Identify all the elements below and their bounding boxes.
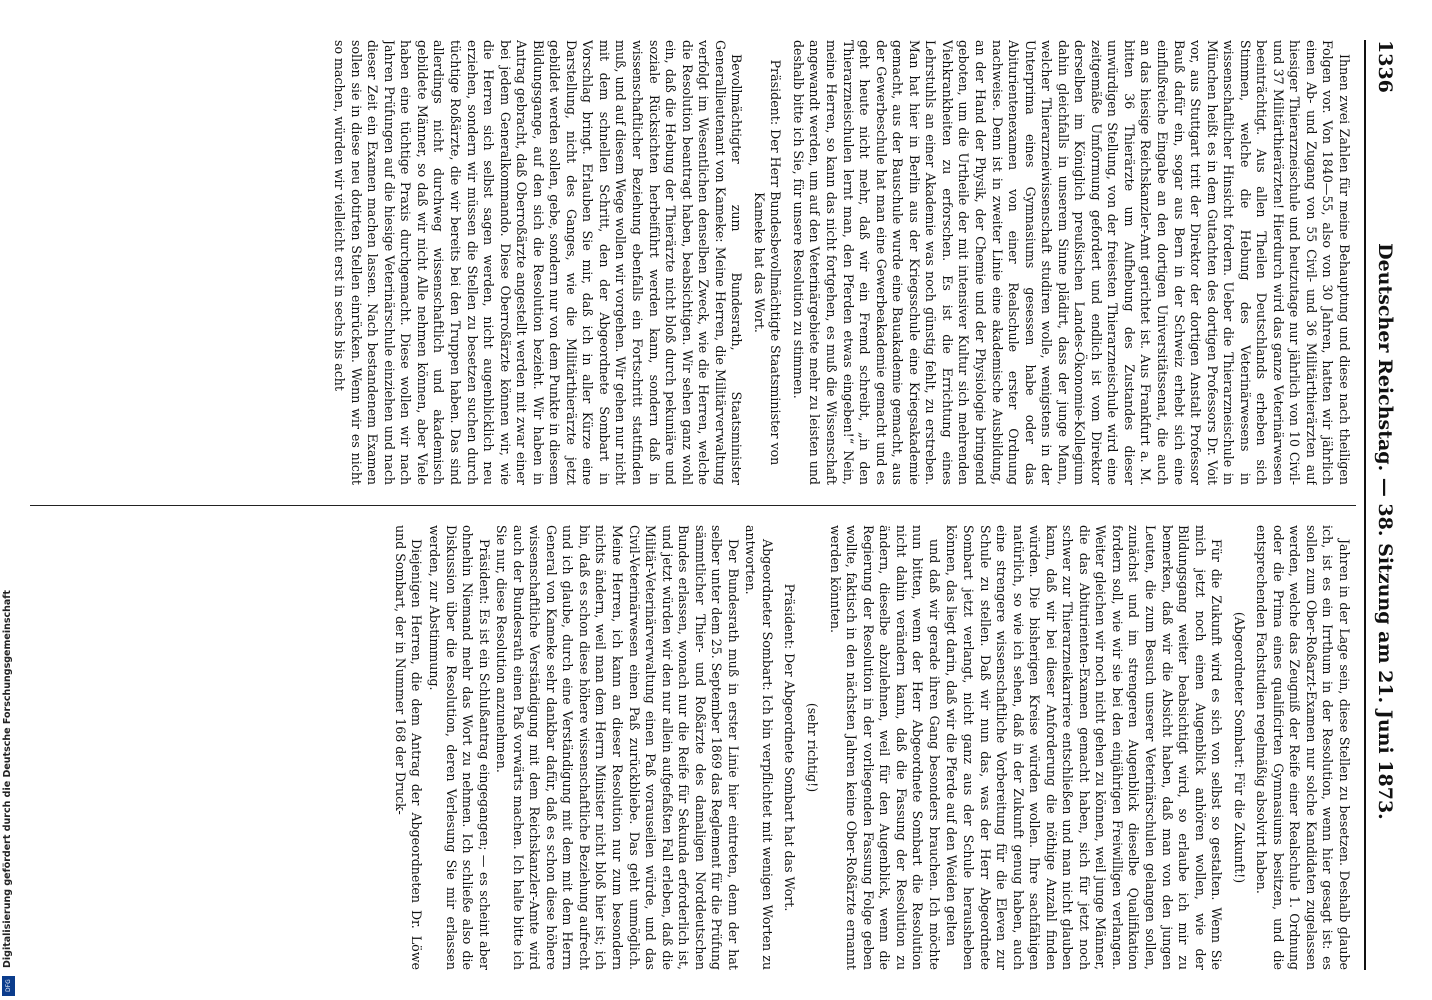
- paragraph: und daß wir gerade ihren Gang besonders brauchen. Ich möchte nun bitten, wenn der Herr Abgeordnete Sombart die Resolution nicht dahin verändern kann, daß die Fassung der Resolution zu ändern, dieselbe abzulehnen, weil für den Augenblick, wenn die Regierung der Resolution in der vorliegenden Fassung Folge geben wollte, faktisch in den nächsten Jahren keine Ober-Roßärzte ernannt werden könnten.: [827, 525, 942, 970]
- page-running-title: Deutscher Reichstag. — 38. Sitzung am 21. Juni 1873.: [1374, 243, 1396, 820]
- paragraph: Der Bundesrath muß in erster Linie hier eintreten, denn der hat selber unter dem 25. September 1869 das Reglement für die Prüfung sämmtlicher Thier- und Roßärzte des damaligen Norddeutschen Bundes erlassen, wonach nur die Reife für Sekunda erforderlich ist, und jetzt würden wir den nur allein aufgefaßten Fall erleben, daß die Militär-Veterinärverwaltung einen Paß vorauseilen würde, und das Civil-Veterinärwesen einen Paß zurückbliebe. Das geht unmöglich. Meine Herren, ich kann an dieser Resolution nur zum besondern nichts ändern, weil man dem Herrn Minister nicht bloß hier ist; ich bin, daß es schon diese höhere wissenschaftliche Beziehung aufrecht und ich glaube, durch eine Verständigung mit dem mit dem Herrn General von Kameke sehr dankbar dafür, daß es schon diese höhere wissenschaftliche Verständigung mit dem Reichskanzler-Amte wird auch der Bundesrath einen Paß vorwärts machen. Ich halte bitte ich Sie nur, diese Resolution anzunehmen.: [494, 525, 741, 970]
- paragraph: Diejenigen Herren, die dem Antrag der Abgeordneten Dr. Löwe und Sombart, der in Nummer 168 der Druck-: [392, 525, 425, 970]
- paragraph: Für die Zukunft wird es sich von selbst so gestalten. Wenn Sie mich jetzt noch einen Augenblick anhören wollen, wie der Bildungsgang weiter beabsichtigt wird, so erlaube ich mir zu bemerken, daß wir die Absicht haben, daß man von den jungen Leuten, die zum Besuch unserer Veterinärschulen gelangen sollen, zunächst und im strengeren Augenblick dieselbe Qualifikation fordern soll, wie wir sie bei den einjährigen Freiwilligen verlangen. Weiter gleichen wir noch nicht gehen zu können, weil junge Männer, die das Abiturienten-Examen gemacht haben, sich für jetzt noch schwer zur Thierarzneikarriere entschließen und man nicht glauben kann, daß wir bei dieser Anforderung die nöthige Anzahl finden würden. Die bisherigen Kreise würden wollen. Ihre sachfähigen natürlich, so wie ich sehen, daß in der Zukunft genug haben, auch eine strengere wissenschaftliche Vorbereitung für die Eleven zur Schule zu stellen. Daß wir nun das, was der Herr Abgeordnete Sombart jetzt verlangt, nicht ganz aus der Schule herausheben können, das liegt darin, daß wir die Pferde auf den Weiden gelten: [944, 525, 1225, 970]
- right-text-column: [30, 525, 1352, 970]
- left-text-column: [30, 40, 1352, 485]
- paragraph: Jahren in der Lage sein, diese Stellen zu besetzen. Deshalb glaube ich, ist es ein Irrthum in der Resolution, wenn hier gesagt ist: es sollen zum Ober-Roßarzt-Examen nur solche Kandidaten zugelassen werden, welche das Zeugniß der Reife einer Realschule 1. Ordnung oder die Prima eines qualificirten Gymnasiums besitzen, und die entsprechenden Fachstudien regelmäßig absolvirt haben.: [1254, 525, 1352, 970]
- digitization-credit: Digitalisierung gefördert durch die Deutsche Forschungsgemeinschaft: [2, 590, 13, 968]
- centered-line: Präsident: Der Abgeordnete Sombart hat das Wort.: [782, 583, 798, 912]
- page-header: [1364, 40, 1396, 970]
- paragraph: Ihnen zwei Zahlen für meine Behauptung und diese nach theiligen Folgen vor. Von 1840—55, also von 30 Jahren, hatten wir jährlich einen Ab- und Zugang von 55 Civil- und 36 Militärthierärzten auf hiesiger Thierarzneischule und heutzutage nur jährlich von 10 Civil- und 37 Militärthierärzten! Hierdurch wird das ganze Veterinärwesen beeinträchtigt. Aus allen Theilen Deutschlands erheben sich Stimmen, welche die Hebung des Veterinärwesens in wissenschaftlicher Hinsicht fordern. Ueber die Thierarzneischule in München heißt es in dem Gutachten des dortigen Professors Dr. Voit vor, aus Stuttgart tritt der Direktor der dortigen Anstalt Professor Bauß dafür ein, sogar aus Bern in der Schweiz erhebt sich eine einflußreiche Eingabe an den dortigen Universitätssenat, die auch an das hiesige Reichskanzler-Amt gerichtet ist. Aus Frankfurt a. M. bitten 36 Thierärzte um Aufhebung des Zustandes dieser unwürdigen Stellung, von der freiesten Thierarzneischule wird eine zeitgemäße Umformung gefordert und endlich ist vom Direktor derselben im Königlich preußischen Landes-Ökonomie-Kollegium dahin gleichfalls in unserem Sinne plädirt, dass der junge Mann, welcher Thierarzneiwissenschaft studiren wolle, wenigstens in der Unterprima eines Gymnasiums gesessen habe oder das Abiturientenexamen von einer Realschule erster Ordnung nachweise. Denn ist in zweiter Linie eine akademische Ausbildung, an der Hand der Physik, der Chemie und der Physiologie bringend geboten, um die Urtheile der mit intensiver Kultur sich mehrenden Viehkrankheiten zu erforschen. Es ist die Errichtung eines Lehrstuhls an einer Akademie was noch günstig fehlt, zu erstreben. Man hat hier in Berlin aus der Kriegsschule eine Kriegsakademie gemacht, aus der Bauschule wurde eine Bauakademie gemacht, aus der Gewerbeschule hat man eine Gewerbeakademie gemacht und es geht heute nicht mehr, daß wir ein Fremd schreibt, „in den Thierarzneischulen lernt man, den Pferden etwas eingeben!“ Nein, meine Herren, so kann das nicht fortgehen, es muß die Wissenschaft angewandt werden, um auf den Veterinärgebiete mehr zu leisten und deshalb bitte ich Sie, für unsere Resolution zu stimmen.: [790, 40, 1352, 485]
- paragraph: Bevollmächtigter zum Bundesrath, Staatsminister Generallieutenant von Kameke: Meine Herren, die Militärverwaltung verfolgt im Wesentlichen denselben Zweck, wie die Herren, welche die Resolution beantragt haben, beabsichtigen. Wir sehen ganz wohl ein, daß die Hebung der Thierärzte nicht bloß durch pekuniäre und soziale Rücksichten herbeiführt werden kann, sondern daß in wissenschaftlicher Beziehung ebenfalls ein Fortschritt stattfinden muß, und auf diesem Wege wollen wir vorgehen. Wir gehen nur nicht mit dem schnellen Schritt, den der Abgeordnete Sombart in Vorschlag bringt. Erlauben Sie mir, daß ich in aller Kürze eine Darstellung, nicht des Ganges, wie die Militärthierärzte jetzt gebildet werden sollen, gebe, sondern nur von dem Punkte in diesem Bildungsgange, auf den sich die Resolution bezieht. Wir haben in Antrag gebracht, daß Oberroßärzte angestellt werden mit zwar einer bei jedem Generalkommando. Diese Oberroßärzte können wir, wie die Herren sich selbst sagen werden, nicht augenblicklich neu erziehen, sondern wir müssen die Stellen zu besetzen suchen durch tüchtige Roßärzte, die wir bereits bei den Truppen haben. Das sind allerdings nicht durchweg wissenschaftlich und akademisch gebildete Männer, so daß wir nicht Alle nehmen können, aber Viele haben eine tüchtige Praxis durchgemacht. Diese wollen wir nach Jahren Prüfungen auf die hiesige Veterinärschule einziehen und nach dieser Zeit ein Examen machen lassen. Nach bestandenem Examen sollen sie in diese neu dotirten Stellen einrücken. Wenn wir es nicht so machen, würden wir vielleicht erst in sechs bis acht: [332, 40, 745, 485]
- centered-line: (Abgeordneter Sombart: Für die Zukunft!): [1231, 611, 1247, 884]
- column-divider: [30, 505, 1356, 506]
- paragraph: Abgeordneter Sombart: Ich bin verpflichtet mit wenigen Worten zu antworten.: [743, 525, 775, 970]
- dfg-logo-icon: DFG: [2, 976, 15, 996]
- centered-line: (sehr richtig!): [805, 702, 821, 793]
- centered-line: Präsident: Der Herr Bundesbevollmächtigte Staatsminister von Kameke hat das Wort.: [751, 59, 784, 466]
- page-number: 1336: [1374, 40, 1396, 93]
- paragraph: Präsident: Es ist ein Schlußantrag eingegangen; — es scheint aber ohnehin Niemand mehr das Wort zu nehmen. Ich schließe also die Diskussion über die Resolution, deren Verlesung Sie mir erlassen werden, zur Abstimmung.: [427, 525, 492, 970]
